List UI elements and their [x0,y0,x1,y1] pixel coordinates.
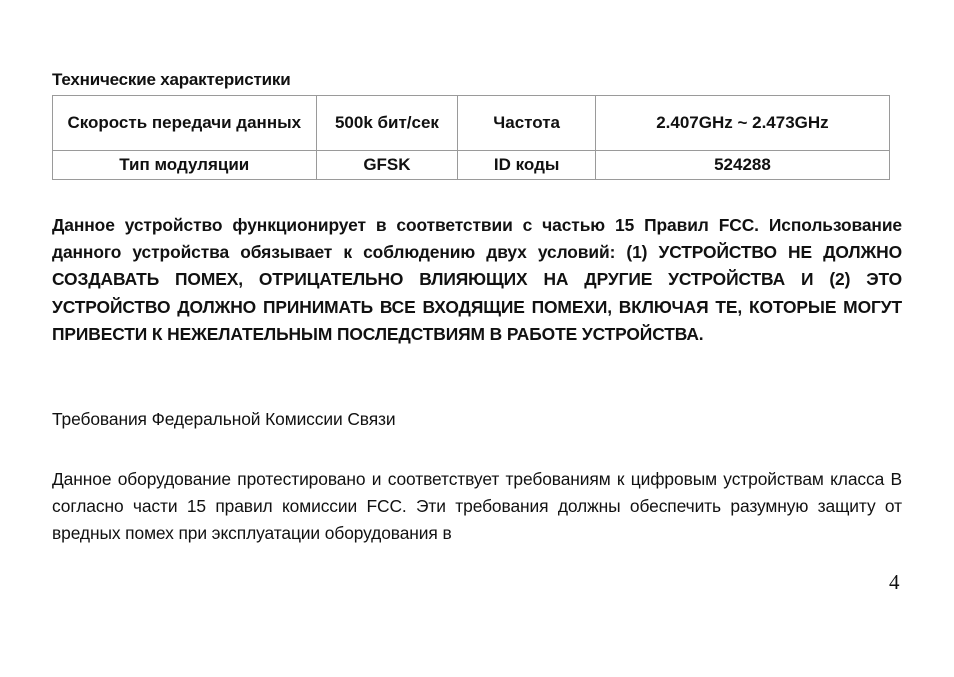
table-cell: 500k бит/сек [316,96,458,151]
fcc-title: Требования Федеральной Комиссии Связи [52,409,396,429]
table-cell: GFSK [316,151,458,180]
table-row [53,151,890,180]
table-cell: Скорость передачи данных [53,96,317,151]
page-number: 4 [889,570,900,594]
specs-table [52,95,890,180]
table-cell: Тип модуляции [53,151,317,180]
table-row [53,96,890,151]
table-cell: Частота [458,96,596,151]
fcc-compliance-paragraph: Данное устройство функционирует в соответствии с частью 15 Правил FCC. Использование данного устройства обязывает к соблюдению двух условий: (1) УСТРОЙСТВО НЕ ДОЛЖНО СОЗДАВАТЬ ПОМЕХ, ОТРИЦАТЕЛЬНО ВЛИЯЮЩИХ НА ДРУГИЕ УСТРОЙСТВА И (2) ЭТО УСТРОЙСТВО ДОЛЖНО ПРИНИМАТЬ ВСЕ ВХОДЯЩИЕ ПОМЕХИ, ВКЛЮЧАЯ ТЕ, КОТОРЫЕ МОГУТ ПРИВЕСТИ К НЕЖЕЛАТЕЛЬНЫМ ПОСЛЕДСТВИЯМ В РАБОТЕ УСТРОЙСТВА. [52,215,902,344]
table-cell: 524288 [595,151,889,180]
table-cell: 2.407GHz ~ 2.473GHz [595,96,889,151]
fcc-requirements-paragraph: Данное оборудование протестировано и соответствует требованиям к цифровым устройствам класса B согласно части 15 правил комиссии FCC. Эти требования должны обеспечить разумную защиту от вредных помех при эксплуатации оборудования в [52,469,902,544]
table-cell: ID коды [458,151,596,180]
specs-heading: Технические характеристики [52,70,291,89]
